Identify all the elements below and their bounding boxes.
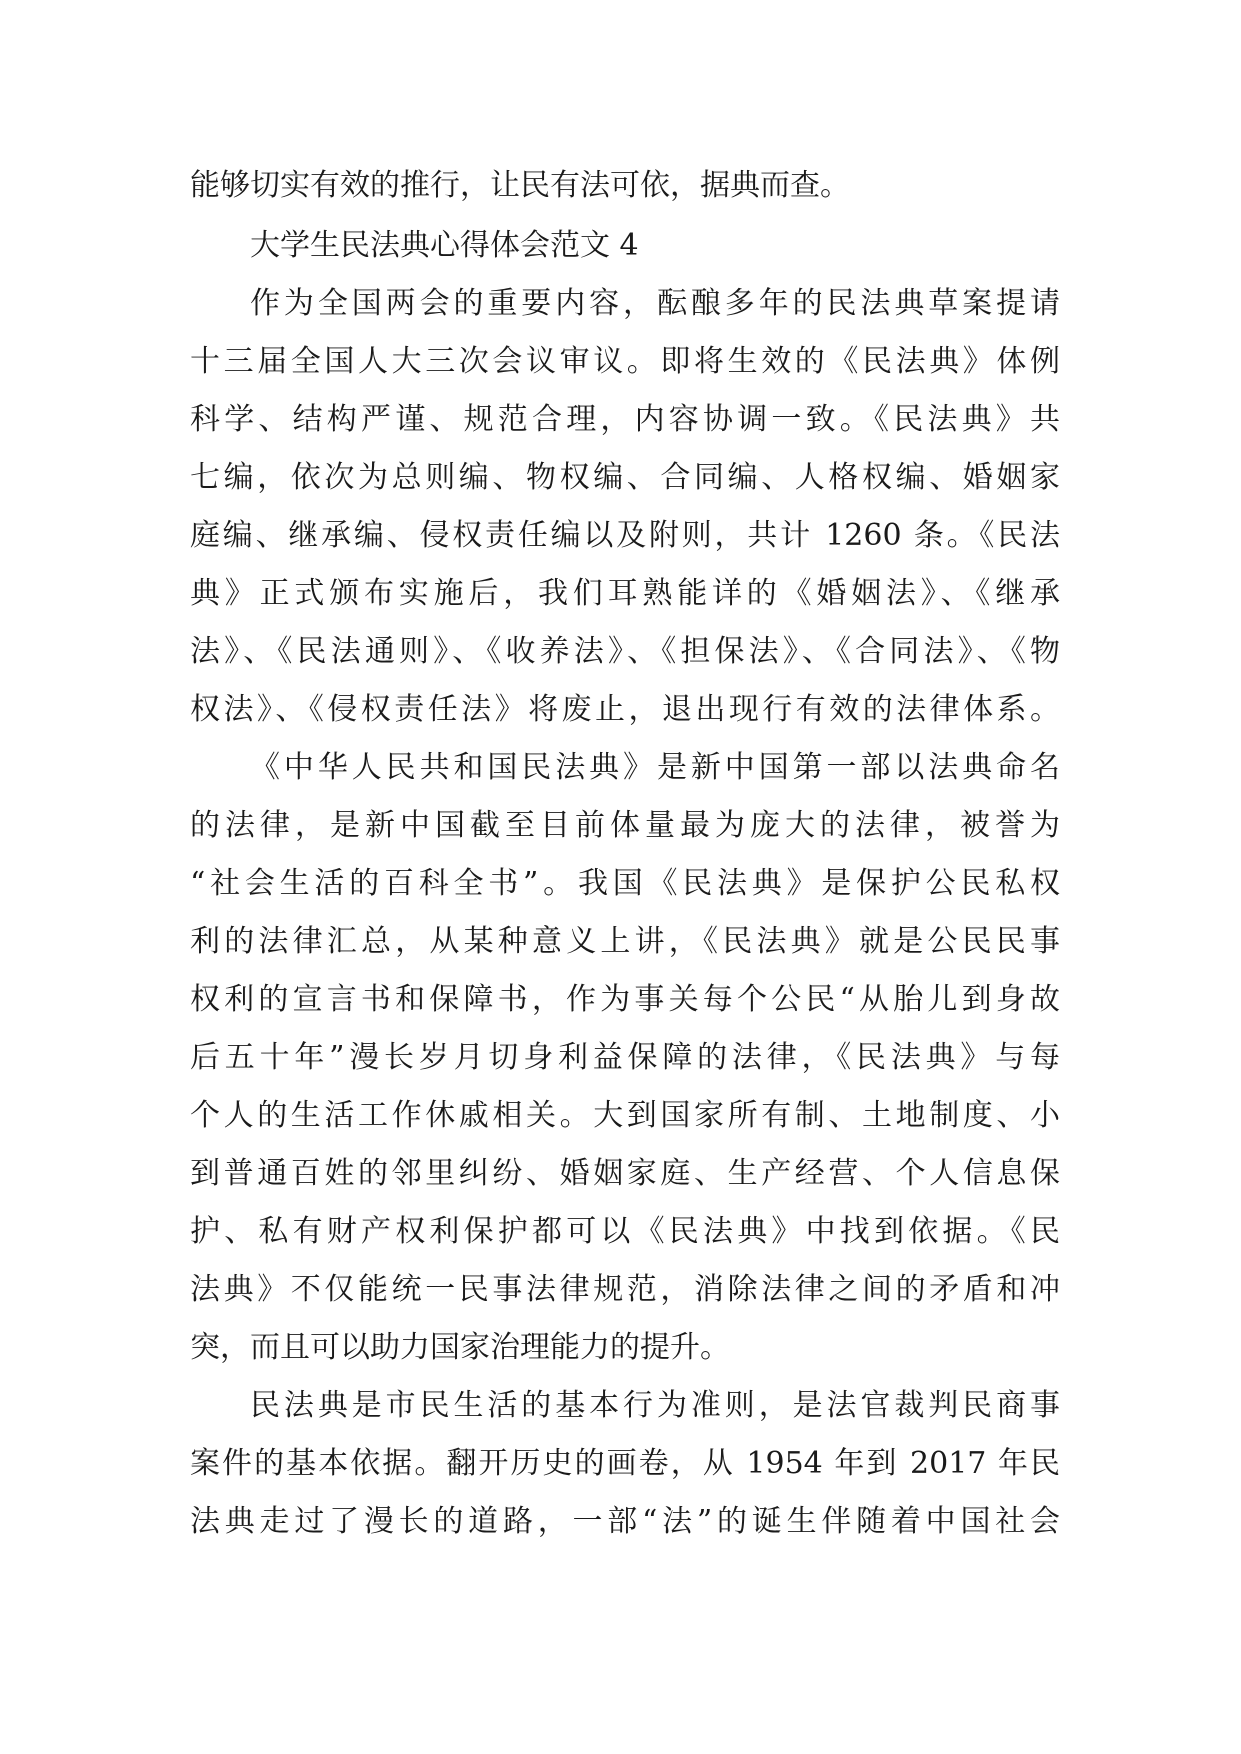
paragraph-line: 护、私有财产权利保护都可以《民法典》中找到依据。《民	[190, 1214, 1060, 1249]
paragraph-line: 的法律，是新中国截至目前体量最为庞大的法律，被誉为	[190, 808, 1060, 843]
paragraph-line: 法典》不仅能统一民事法律规范，消除法律之间的矛盾和冲	[190, 1272, 1060, 1307]
paragraph-line: 能够切实有效的推行，让民有法可依，据典而查。	[190, 168, 850, 203]
paragraph-line: 利的法律汇总，从某种意义上讲，《民法典》就是公民民事	[190, 924, 1060, 959]
paragraph-line: 权利的宣言书和保障书，作为事关每个公民“从胎儿到身故	[190, 982, 1060, 1017]
paragraph-line: 权法》、《侵权责任法》将废止，退出现行有效的法律体系。	[190, 692, 1060, 727]
paragraph-line: 作为全国两会的重要内容，酝酿多年的民法典草案提请	[250, 286, 1060, 321]
paragraph-line: 突，而且可以助力国家治理能力的提升。	[190, 1330, 730, 1365]
paragraph-line: 十三届全国人大三次会议审议。即将生效的《民法典》体例	[190, 344, 1060, 379]
paragraph-line: 《中华人民共和国民法典》是新中国第一部以法典命名	[250, 750, 1060, 785]
paragraph-line: 法》、《民法通则》、《收养法》、《担保法》、《合同法》、《物	[190, 634, 1060, 669]
paragraph-line: 后五十年”漫长岁月切身利益保障的法律，《民法典》与每	[190, 1040, 1060, 1075]
paragraph-line: 庭编、继承编、侵权责任编以及附则，共计 1260 条。《民法	[190, 518, 1060, 553]
paragraph-line: 七编，依次为总则编、物权编、合同编、人格权编、婚姻家	[190, 460, 1060, 495]
paragraph-line: 到普通百姓的邻里纠纷、婚姻家庭、生产经营、个人信息保	[190, 1156, 1060, 1191]
paragraph-line: 典》正式颁布实施后，我们耳熟能详的《婚姻法》、《继承	[190, 576, 1060, 611]
section-heading: 大学生民法典心得体会范文 4	[250, 228, 639, 263]
paragraph-line: 案件的基本依据。翻开历史的画卷，从 1954 年到 2017 年民	[190, 1446, 1060, 1481]
paragraph-line: 民法典是市民生活的基本行为准则，是法官裁判民商事	[250, 1388, 1060, 1423]
paragraph-line: 法典走过了漫长的道路，一部“法”的诞生伴随着中国社会	[190, 1504, 1060, 1539]
paragraph-line: 个人的生活工作休戚相关。大到国家所有制、土地制度、小	[190, 1098, 1060, 1133]
paragraph-line: “社会生活的百科全书”。我国《民法典》是保护公民私权	[190, 866, 1060, 901]
paragraph-line: 科学、结构严谨、规范合理，内容协调一致。《民法典》共	[190, 402, 1060, 437]
